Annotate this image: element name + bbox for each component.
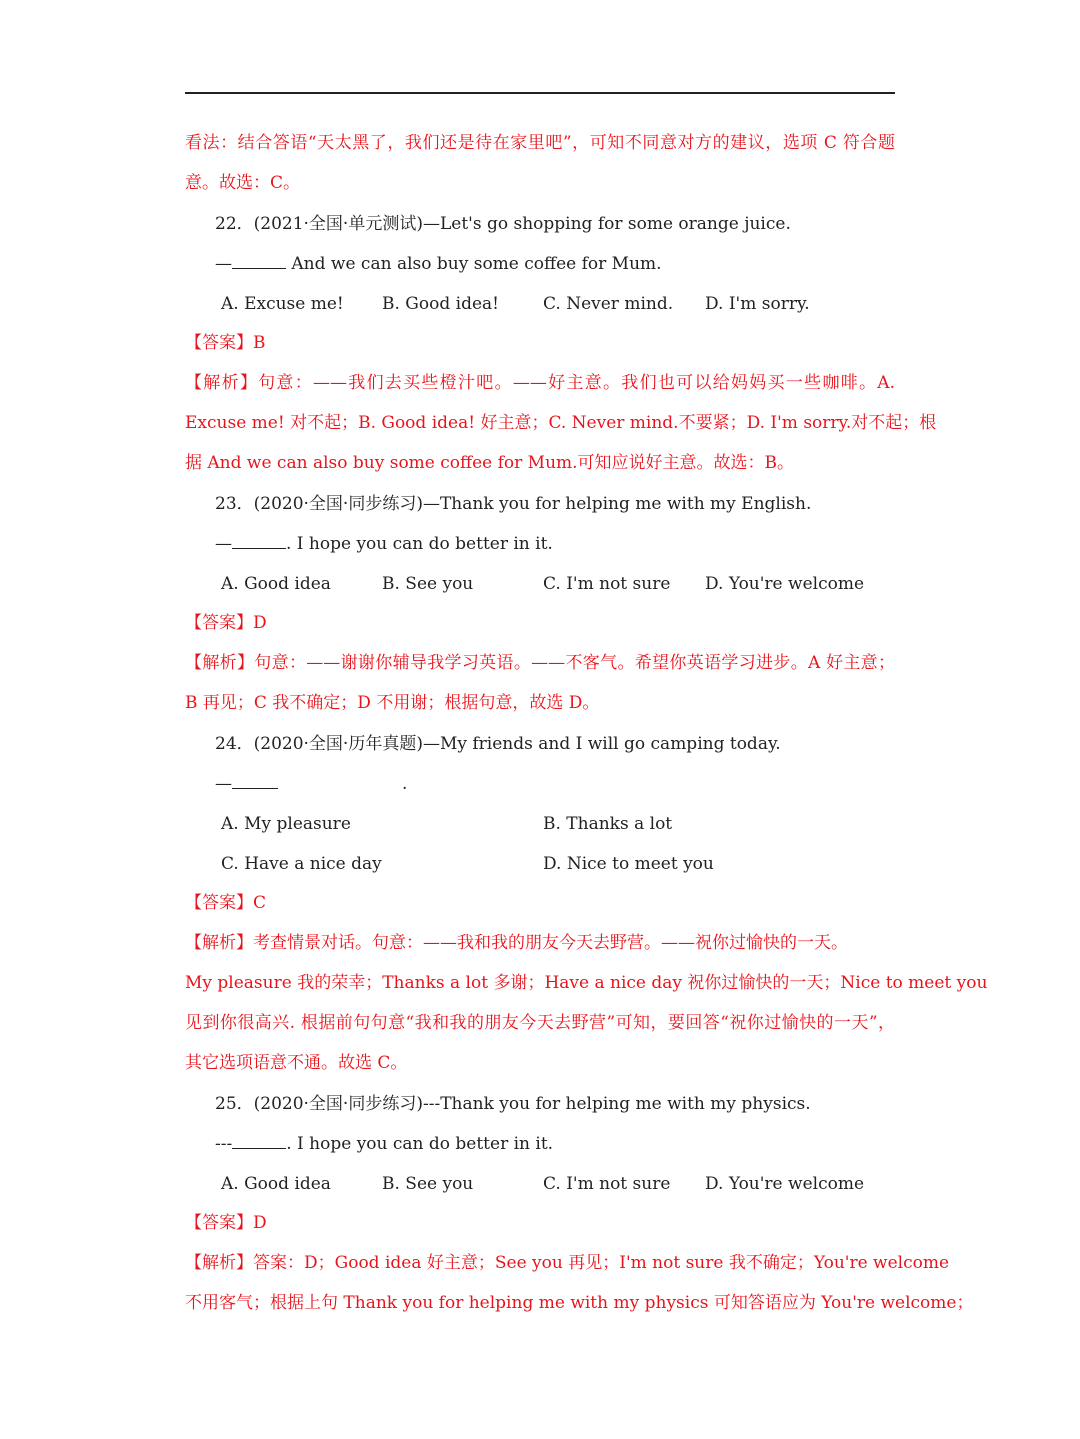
q25-option-a: A. Good idea (221, 1174, 331, 1194)
q24-answer: 【答案】C (185, 893, 267, 913)
q23-analysis-line-1: 【解析】句意：——谢谢你辅导我学习英语。——不客气。希望你英语学习进步。A 好主意； (185, 653, 895, 673)
q23-reply (215, 532, 925, 556)
q22-blank (232, 254, 286, 269)
q23-option-c: C. I'm not sure (543, 574, 671, 594)
q25-option-d: D. You're welcome (705, 1174, 865, 1194)
q24-stem: 24．(2020·全国·历年真题)—My friends and I will go camping today. (215, 734, 781, 754)
q22-dash: — (215, 254, 232, 274)
q22-stem: 22．(2021·全国·单元测试)—Let's go shopping for some orange juice. (215, 214, 791, 234)
q24-analysis-line-1: 【解析】考查情景对话。句意：——我和我的朋友今天去野营。——祝你过愉快的一天。 (185, 933, 848, 953)
q22-option-a: A. Excuse me! (221, 294, 344, 314)
q23-option-b: B. See you (382, 574, 474, 594)
q23-analysis-line-2: B 再见；C 我不确定；D 不用谢；根据句意，故选 D。 (185, 693, 600, 713)
q23-blank (232, 534, 286, 549)
q24-option-d: D. Nice to meet you (543, 854, 714, 874)
q22-reply (215, 252, 925, 276)
q22-option-b: B. Good idea! (382, 294, 499, 314)
header-rule (185, 92, 895, 94)
q24-dash: — (215, 774, 232, 794)
q24-option-c: C. Have a nice day (221, 854, 382, 874)
q21-analysis-line-2: 意。故选：C。 (185, 173, 301, 193)
q24-analysis-line-4: 其它选项语意不通。故选 C。 (185, 1053, 408, 1073)
q25-dash: --- (215, 1134, 233, 1154)
q24-option-a: A. My pleasure (221, 814, 351, 834)
q25-analysis-line-1: 【解析】答案：D；Good idea 好主意；See you 再见；I'm not sure 我不确定；You're welcome (185, 1253, 950, 1273)
q22-option-d: D. I'm sorry. (705, 294, 810, 314)
q23-option-a: A. Good idea (221, 574, 331, 594)
q22-answer: 【答案】B (185, 333, 266, 353)
q22-analysis-line-1: 【解析】句意：——我们去买些橙汁吧。——好主意。我们也可以给妈妈买一些咖啡。A. (185, 373, 895, 393)
q25-option-b: B. See you (382, 1174, 474, 1194)
q21-analysis-line-1: 看法：结合答语“天太黑了，我们还是待在家里吧”，可知不同意对方的建议，选项 C 符合题 (185, 133, 895, 153)
q24-reply (215, 772, 925, 796)
q22-analysis-line-2: Excuse me! 对不起；B. Good idea! 好主意；C. Never mind.不要紧；D. I'm sorry.对不起；根 (185, 413, 937, 433)
q23-reply-text: . I hope you can do better in it. (286, 534, 553, 554)
q22-option-c: C. Never mind. (543, 294, 674, 314)
q24-reply-text: . (402, 774, 408, 794)
q24-blank (232, 774, 278, 789)
q22-reply-text: And we can also buy some coffee for Mum. (286, 254, 662, 274)
q23-option-d: D. You're welcome (705, 574, 865, 594)
q24-analysis-line-2: My pleasure 我的荣幸；Thanks a lot 多谢；Have a nice day 祝你过愉快的一天；Nice to meet you (185, 973, 988, 993)
q25-answer: 【答案】D (185, 1213, 267, 1233)
q24-option-b: B. Thanks a lot (543, 814, 673, 834)
q25-stem: 25．(2020·全国·同步练习)---Thank you for helping me with my physics. (215, 1094, 811, 1114)
q23-answer: 【答案】D (185, 613, 267, 633)
q24-analysis-line-3: 见到你很高兴. 根据前句句意“我和我的朋友今天去野营”可知，要回答“祝你过愉快的一天”， (185, 1013, 895, 1033)
q25-option-c: C. I'm not sure (543, 1174, 671, 1194)
q25-blank (232, 1134, 286, 1149)
q25-reply (215, 1132, 925, 1156)
q23-stem: 23．(2020·全国·同步练习)—Thank you for helping me with my English. (215, 494, 812, 514)
q22-analysis-line-3: 据 And we can also buy some coffee for Mum.可知应说好主意。故选：B。 (185, 453, 795, 473)
q25-reply-text: . I hope you can do better in it. (286, 1134, 554, 1154)
q25-analysis-line-2: 不用客气；根据上句 Thank you for helping me with my physics 可知答语应为 You're welcome； (185, 1293, 974, 1313)
q23-dash: — (215, 534, 232, 554)
